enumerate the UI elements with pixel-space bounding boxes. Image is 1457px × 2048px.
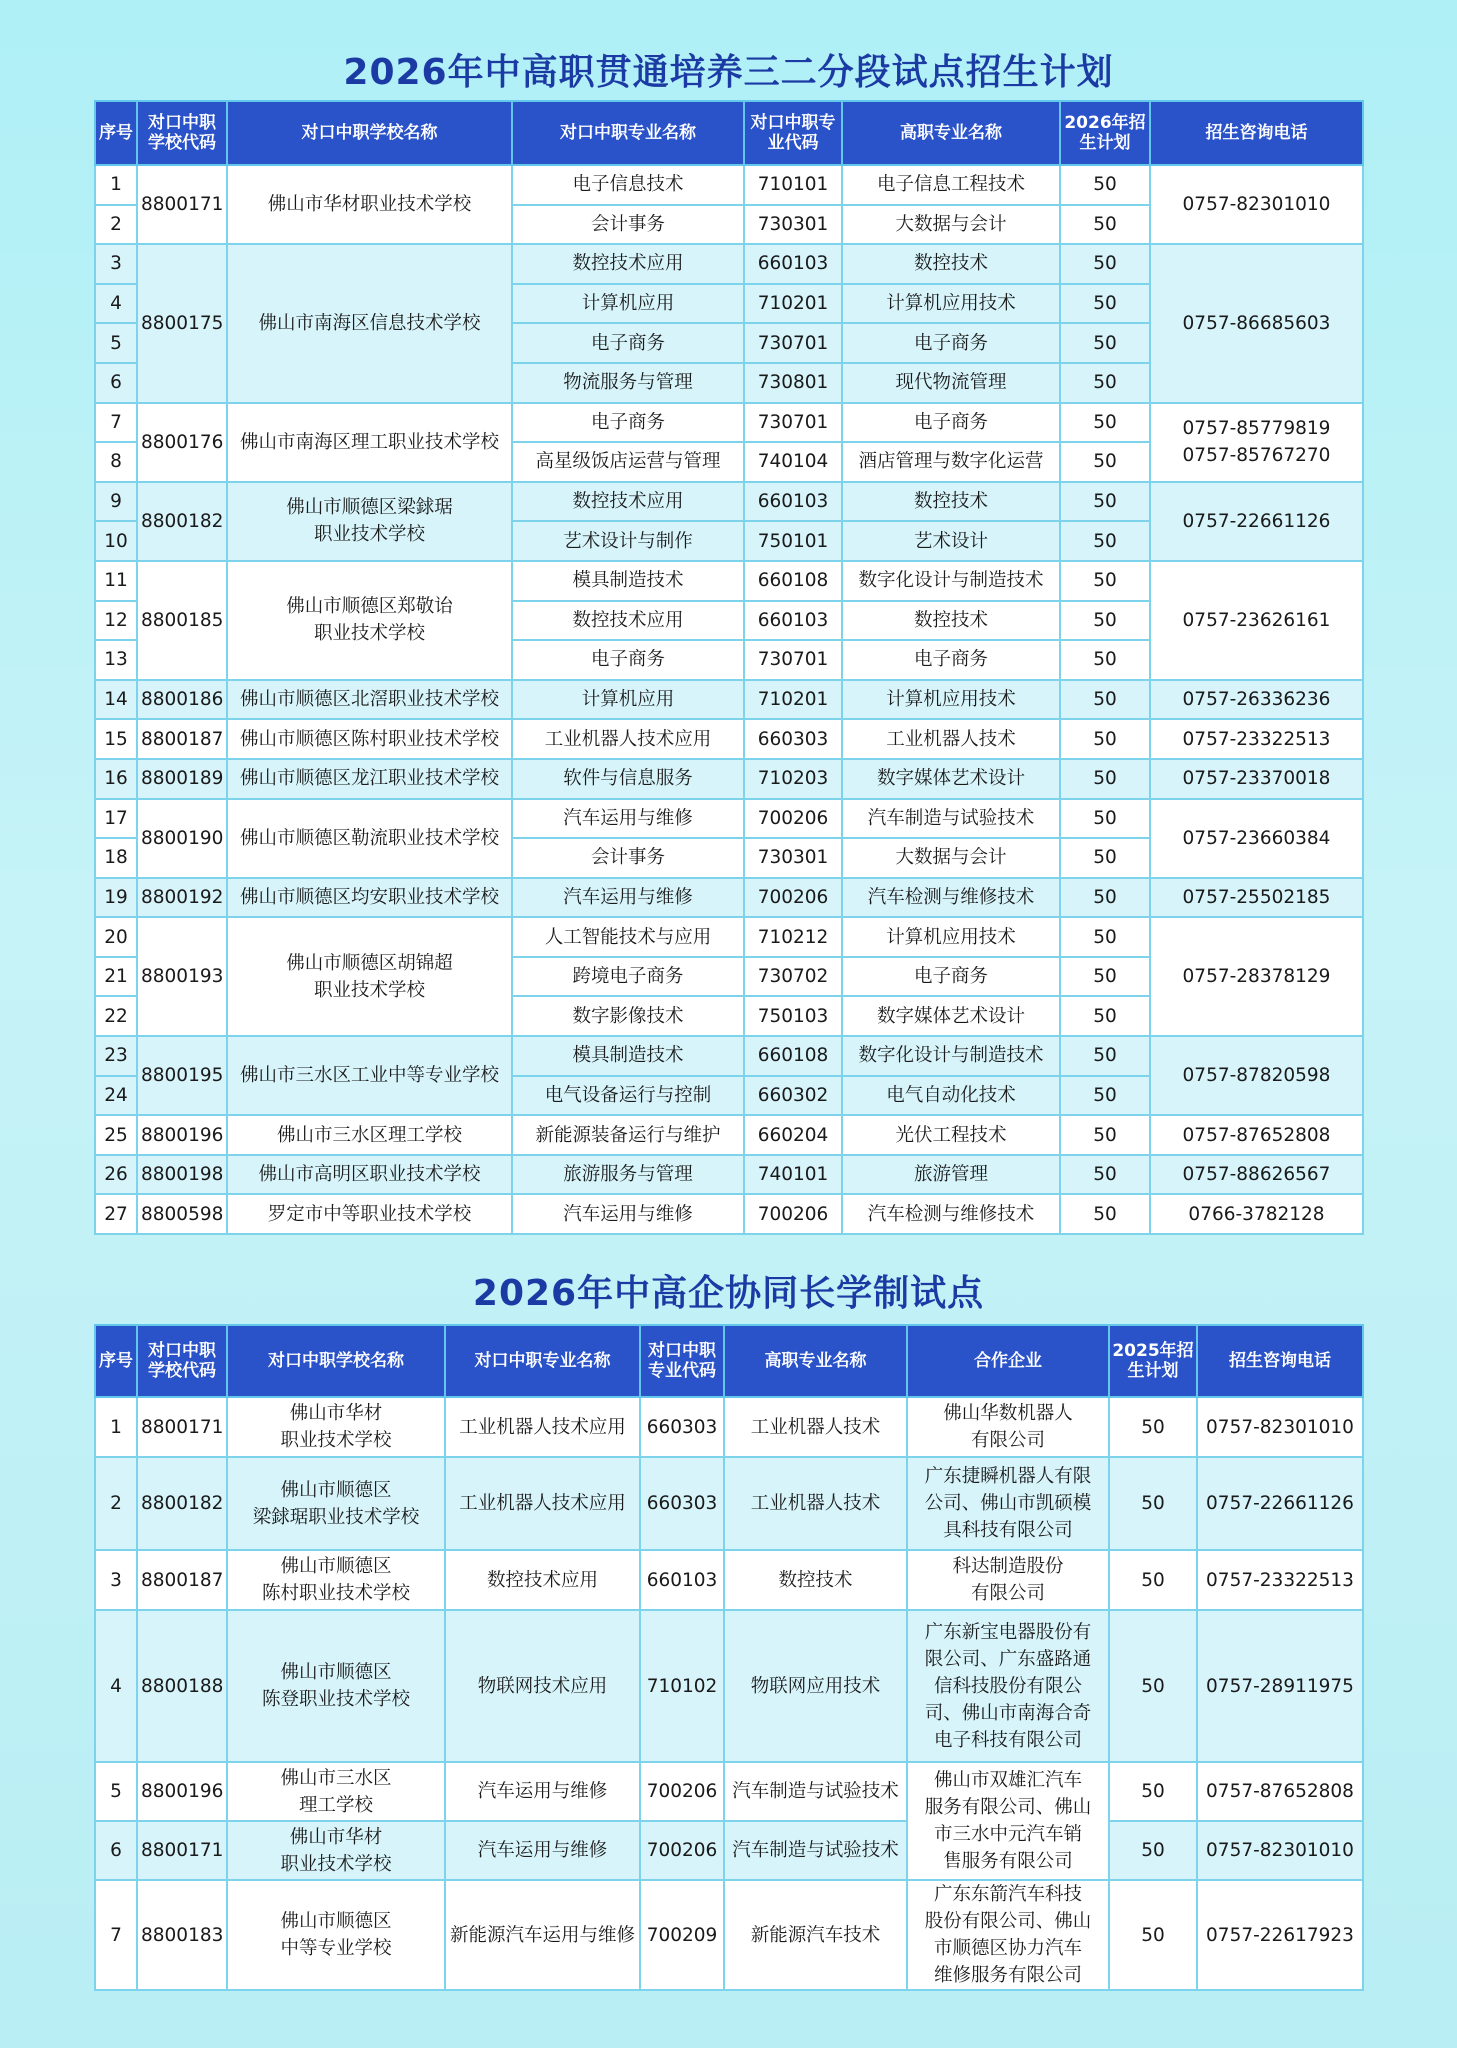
- school-name: 佛山市高明区职业技术学校: [227, 1155, 512, 1195]
- header-school-name: 对口中职学校名称: [227, 101, 512, 165]
- enrollment-plan: 50: [1109, 1397, 1197, 1457]
- enrollment-plan: 50: [1109, 1880, 1197, 1990]
- major-name: 跨境电子商务: [512, 957, 744, 997]
- school-name: 佛山市顺德区龙江职业技术学校: [227, 759, 512, 799]
- school-name: 佛山市顺德区陈村职业技术学校: [227, 719, 512, 759]
- higher-major-name: 数控技术: [842, 244, 1060, 284]
- row-number: 3: [95, 244, 137, 284]
- table-body: [95, 1397, 1363, 1990]
- higher-major-name: 计算机应用技术: [842, 680, 1060, 720]
- major-code: 740101: [744, 1155, 842, 1195]
- header-no: 序号: [95, 1325, 137, 1397]
- major-name: 新能源汽车运用与维修: [445, 1880, 640, 1990]
- school-name: 佛山市顺德区北滘职业技术学校: [227, 680, 512, 720]
- row-number: 26: [95, 1155, 137, 1195]
- header-major-code: 对口中职专业代码: [640, 1325, 724, 1397]
- enrollment-plan: 50: [1060, 403, 1150, 443]
- major-code: 660303: [744, 719, 842, 759]
- enrollment-plan: 50: [1060, 521, 1150, 561]
- contact-phone: 0757-87652808: [1197, 1762, 1363, 1821]
- enrollment-plan: 50: [1060, 205, 1150, 245]
- row-number: 15: [95, 719, 137, 759]
- table-row: [95, 759, 1363, 799]
- major-name: 数控技术应用: [512, 244, 744, 284]
- higher-major-name: 数控技术: [842, 601, 1060, 641]
- school-code: 8800171: [137, 1821, 227, 1880]
- school-code: 8800188: [137, 1610, 227, 1762]
- higher-major-name: 现代物流管理: [842, 363, 1060, 403]
- major-name: 物流服务与管理: [512, 363, 744, 403]
- enrollment-plan-table: [94, 100, 1364, 1235]
- enrollment-plan: 50: [1060, 165, 1150, 205]
- higher-major-name: 工业机器人技术: [724, 1457, 907, 1550]
- major-code: 730701: [744, 323, 842, 363]
- major-name: 人工智能技术与应用: [512, 917, 744, 957]
- contact-phone: 0757-88626567: [1150, 1155, 1363, 1195]
- table-row: [95, 1155, 1363, 1195]
- enrollment-plan: 50: [1060, 482, 1150, 522]
- row-number: 19: [95, 878, 137, 918]
- major-name: 数控技术应用: [512, 601, 744, 641]
- table-row: [95, 244, 1363, 284]
- major-code: 660108: [744, 1036, 842, 1076]
- contact-phone: 0766-3782128: [1150, 1194, 1363, 1234]
- major-code: 660302: [744, 1076, 842, 1116]
- major-name: 汽车运用与维修: [512, 799, 744, 839]
- table-header-row: [95, 1325, 1363, 1397]
- contact-phone: 0757-25502185: [1150, 878, 1363, 918]
- major-code: 710201: [744, 680, 842, 720]
- header-school-name: 对口中职学校名称: [227, 1325, 445, 1397]
- contact-phone: 0757-26336236: [1150, 680, 1363, 720]
- school-name: 佛山市三水区理工学校: [227, 1115, 512, 1155]
- major-name: 软件与信息服务: [512, 759, 744, 799]
- school-code: 8800196: [137, 1762, 227, 1821]
- school-code: 8800189: [137, 759, 227, 799]
- higher-major-name: 工业机器人技术: [842, 719, 1060, 759]
- major-name: 电子商务: [512, 640, 744, 680]
- major-name: 工业机器人技术应用: [445, 1397, 640, 1457]
- enrollment-plan: 50: [1109, 1457, 1197, 1550]
- major-name: 高星级饭店运营与管理: [512, 442, 744, 482]
- major-name: 物联网技术应用: [445, 1610, 640, 1762]
- row-number: 8: [95, 442, 137, 482]
- major-code: 710201: [744, 284, 842, 324]
- major-code: 740104: [744, 442, 842, 482]
- enrollment-plan: 50: [1060, 878, 1150, 918]
- table-row: [95, 165, 1363, 205]
- enrollment-plan: 50: [1060, 1076, 1150, 1116]
- enrollment-plan: 50: [1109, 1550, 1197, 1610]
- major-name: 汽车运用与维修: [445, 1821, 640, 1880]
- partner-company: 佛山市双雄汇汽车 服务有限公司、佛山 市三水中元汽车销 售服务有限公司: [907, 1762, 1109, 1880]
- row-number: 1: [95, 165, 137, 205]
- enrollment-plan: 50: [1060, 719, 1150, 759]
- contact-phone: 0757-23370018: [1150, 759, 1363, 799]
- school-code: 8800195: [137, 1036, 227, 1115]
- header-company: 合作企业: [907, 1325, 1109, 1397]
- school-code: 8800193: [137, 917, 227, 1036]
- major-name: 电子商务: [512, 403, 744, 443]
- major-code: 730301: [744, 838, 842, 878]
- higher-major-name: 酒店管理与数字化运营: [842, 442, 1060, 482]
- major-code: 660103: [640, 1550, 724, 1610]
- contact-phone: 0757-23660384: [1150, 799, 1363, 878]
- major-name: 计算机应用: [512, 284, 744, 324]
- school-code: 8800185: [137, 561, 227, 680]
- school-code: 8800598: [137, 1194, 227, 1234]
- major-code: 730301: [744, 205, 842, 245]
- header-major-name: 对口中职专业名称: [512, 101, 744, 165]
- header-phone: 招生咨询电话: [1197, 1325, 1363, 1397]
- row-number: 5: [95, 323, 137, 363]
- school-name: 佛山市华材职业技术学校: [227, 165, 512, 244]
- header-school-code: 对口中职学校代码: [137, 1325, 227, 1397]
- school-code: 8800171: [137, 1397, 227, 1457]
- row-number: 9: [95, 482, 137, 522]
- major-name: 工业机器人技术应用: [445, 1457, 640, 1550]
- school-code: 8800190: [137, 799, 227, 878]
- contact-phone: 0757-87652808: [1150, 1115, 1363, 1155]
- major-code: 730701: [744, 403, 842, 443]
- row-number: 7: [95, 1880, 137, 1990]
- table-row: [95, 1821, 1363, 1880]
- major-name: 汽车运用与维修: [445, 1762, 640, 1821]
- table-row: [95, 680, 1363, 720]
- higher-major-name: 电子商务: [842, 640, 1060, 680]
- row-number: 18: [95, 838, 137, 878]
- page-title-2: 2026年中高企协同长学制试点: [472, 1273, 985, 1314]
- higher-major-name: 电子商务: [842, 957, 1060, 997]
- contact-phone: 0757-82301010: [1150, 165, 1363, 244]
- higher-major-name: 大数据与会计: [842, 205, 1060, 245]
- contact-phone: 0757-85779819 0757-85767270: [1150, 403, 1363, 482]
- enrollment-plan: 50: [1060, 799, 1150, 839]
- enrollment-plan: 50: [1060, 640, 1150, 680]
- major-code: 700206: [744, 878, 842, 918]
- contact-phone: 0757-23322513: [1197, 1550, 1363, 1610]
- major-code: 700209: [640, 1880, 724, 1990]
- major-code: 730702: [744, 957, 842, 997]
- header-plan: 2026年招生计划: [1060, 101, 1150, 165]
- major-code: 710212: [744, 917, 842, 957]
- row-number: 1: [95, 1397, 137, 1457]
- major-name: 会计事务: [512, 838, 744, 878]
- major-code: 700206: [640, 1762, 724, 1821]
- table-row: [95, 1550, 1363, 1610]
- row-number: 23: [95, 1036, 137, 1076]
- header-higher-major: 高职专业名称: [842, 101, 1060, 165]
- school-code: 8800183: [137, 1880, 227, 1990]
- enrollment-plan: 50: [1109, 1821, 1197, 1880]
- higher-major-name: 大数据与会计: [842, 838, 1060, 878]
- row-number: 6: [95, 1821, 137, 1880]
- higher-major-name: 艺术设计: [842, 521, 1060, 561]
- school-name: 佛山市顺德区 中等专业学校: [227, 1880, 445, 1990]
- row-number: 2: [95, 1457, 137, 1550]
- higher-major-name: 电子商务: [842, 323, 1060, 363]
- higher-major-name: 计算机应用技术: [842, 284, 1060, 324]
- higher-major-name: 汽车检测与维修技术: [842, 1194, 1060, 1234]
- table-row: [95, 1762, 1363, 1821]
- school-name: 佛山市顺德区均安职业技术学校: [227, 878, 512, 918]
- major-code: 700206: [640, 1821, 724, 1880]
- row-number: 21: [95, 957, 137, 997]
- row-number: 5: [95, 1762, 137, 1821]
- major-code: 660103: [744, 601, 842, 641]
- school-name: 佛山市顺德区郑敬诒 职业技术学校: [227, 561, 512, 680]
- contact-phone: 0757-82301010: [1197, 1821, 1363, 1880]
- school-name: 佛山市华材 职业技术学校: [227, 1821, 445, 1880]
- table-row: [95, 1610, 1363, 1762]
- major-name: 艺术设计与制作: [512, 521, 744, 561]
- major-code: 660204: [744, 1115, 842, 1155]
- enrollment-plan: 50: [1060, 601, 1150, 641]
- partner-company: 广东捷瞬机器人有限 公司、佛山市凯硕模 具科技有限公司: [907, 1457, 1109, 1550]
- major-code: 730801: [744, 363, 842, 403]
- school-name: 佛山市顺德区勒流职业技术学校: [227, 799, 512, 878]
- row-number: 17: [95, 799, 137, 839]
- table-row: [95, 403, 1363, 443]
- enrollment-plan: 50: [1060, 561, 1150, 601]
- school-name: 佛山市三水区工业中等专业学校: [227, 1036, 512, 1115]
- partner-company: 广东新宝电器股份有 限公司、广东盛路通 信科技股份有限公 司、佛山市南海合奇 电子科技有限公司: [907, 1610, 1109, 1762]
- school-name: 佛山市华材 职业技术学校: [227, 1397, 445, 1457]
- school-name: 佛山市顺德区 陈登职业技术学校: [227, 1610, 445, 1762]
- school-name: 佛山市南海区理工职业技术学校: [227, 403, 512, 482]
- major-name: 计算机应用: [512, 680, 744, 720]
- higher-major-name: 新能源汽车技术: [724, 1880, 907, 1990]
- major-code: 750103: [744, 996, 842, 1036]
- major-code: 710102: [640, 1610, 724, 1762]
- school-code: 8800182: [137, 1457, 227, 1550]
- enrollment-plan: 50: [1109, 1762, 1197, 1821]
- enrollment-plan: 50: [1060, 1155, 1150, 1195]
- table-row: [95, 917, 1363, 957]
- major-name: 会计事务: [512, 205, 744, 245]
- school-code: 8800187: [137, 719, 227, 759]
- higher-major-name: 汽车制造与试验技术: [724, 1762, 907, 1821]
- table-row: [95, 1457, 1363, 1550]
- enrollment-plan: 50: [1060, 996, 1150, 1036]
- enrollment-plan: 50: [1060, 838, 1150, 878]
- school-code: 8800176: [137, 403, 227, 482]
- higher-major-name: 电子商务: [842, 403, 1060, 443]
- contact-phone: 0757-87820598: [1150, 1036, 1363, 1115]
- row-number: 6: [95, 363, 137, 403]
- major-code: 750101: [744, 521, 842, 561]
- major-name: 旅游服务与管理: [512, 1155, 744, 1195]
- row-number: 4: [95, 1610, 137, 1762]
- row-number: 24: [95, 1076, 137, 1116]
- school-code: 8800187: [137, 1550, 227, 1610]
- row-number: 16: [95, 759, 137, 799]
- enrollment-plan: 50: [1060, 1036, 1150, 1076]
- school-name: 佛山市顺德区 梁銶琚职业技术学校: [227, 1457, 445, 1550]
- higher-major-name: 数控技术: [842, 482, 1060, 522]
- enrollment-plan: 50: [1109, 1610, 1197, 1762]
- contact-phone: 0757-86685603: [1150, 244, 1363, 402]
- higher-major-name: 数字化设计与制造技术: [842, 1036, 1060, 1076]
- row-number: 2: [95, 205, 137, 245]
- row-number: 11: [95, 561, 137, 601]
- table-body: [95, 165, 1363, 1234]
- higher-major-name: 数字媒体艺术设计: [842, 759, 1060, 799]
- higher-major-name: 光伏工程技术: [842, 1115, 1060, 1155]
- major-name: 汽车运用与维修: [512, 878, 744, 918]
- table-row: [95, 561, 1363, 601]
- major-code: 660108: [744, 561, 842, 601]
- higher-major-name: 电气自动化技术: [842, 1076, 1060, 1116]
- higher-major-name: 数控技术: [724, 1550, 907, 1610]
- header-phone: 招生咨询电话: [1150, 101, 1363, 165]
- higher-major-name: 计算机应用技术: [842, 917, 1060, 957]
- higher-major-name: 工业机器人技术: [724, 1397, 907, 1457]
- school-code: 8800182: [137, 482, 227, 561]
- major-code: 660303: [640, 1397, 724, 1457]
- enrollment-plan: 50: [1060, 244, 1150, 284]
- enrollment-plan: 50: [1060, 680, 1150, 720]
- table-row: [95, 799, 1363, 839]
- enrollment-plan: 50: [1060, 442, 1150, 482]
- major-name: 数控技术应用: [445, 1550, 640, 1610]
- higher-major-name: 电子信息工程技术: [842, 165, 1060, 205]
- major-code: 730701: [744, 640, 842, 680]
- school-name: 佛山市顺德区梁銶琚 职业技术学校: [227, 482, 512, 561]
- major-code: 700206: [744, 799, 842, 839]
- table-header-row: [95, 101, 1363, 165]
- major-code: 660303: [640, 1457, 724, 1550]
- cooperation-pilot-table: [94, 1324, 1364, 1991]
- school-code: 8800198: [137, 1155, 227, 1195]
- table-row: [95, 719, 1363, 759]
- major-name: 电子商务: [512, 323, 744, 363]
- enrollment-plan: 50: [1060, 323, 1150, 363]
- school-name: 佛山市南海区信息技术学校: [227, 244, 512, 402]
- school-name: 佛山市顺德区胡锦超 职业技术学校: [227, 917, 512, 1036]
- higher-major-name: 汽车制造与试验技术: [842, 799, 1060, 839]
- row-number: 4: [95, 284, 137, 324]
- partner-company: 科达制造股份 有限公司: [907, 1550, 1109, 1610]
- enrollment-plan: 50: [1060, 759, 1150, 799]
- major-code: 710101: [744, 165, 842, 205]
- header-school-code: 对口中职学校代码: [137, 101, 227, 165]
- contact-phone: 0757-28378129: [1150, 917, 1363, 1036]
- row-number: 7: [95, 403, 137, 443]
- table-row: [95, 1880, 1363, 1990]
- row-number: 3: [95, 1550, 137, 1610]
- school-code: 8800175: [137, 244, 227, 402]
- contact-phone: 0757-82301010: [1197, 1397, 1363, 1457]
- school-code: 8800171: [137, 165, 227, 244]
- enrollment-plan: 50: [1060, 1194, 1150, 1234]
- school-code: 8800196: [137, 1115, 227, 1155]
- contact-phone: 0757-28911975: [1197, 1610, 1363, 1762]
- higher-major-name: 数字媒体艺术设计: [842, 996, 1060, 1036]
- major-code: 660103: [744, 482, 842, 522]
- higher-major-name: 物联网应用技术: [724, 1610, 907, 1762]
- contact-phone: 0757-22661126: [1150, 482, 1363, 561]
- higher-major-name: 汽车检测与维修技术: [842, 878, 1060, 918]
- table-row: [95, 1194, 1363, 1234]
- higher-major-name: 汽车制造与试验技术: [724, 1821, 907, 1880]
- partner-company: 广东东箭汽车科技 股份有限公司、佛山 市顺德区协力汽车 维修服务有限公司: [907, 1880, 1109, 1990]
- row-number: 13: [95, 640, 137, 680]
- major-name: 汽车运用与维修: [512, 1194, 744, 1234]
- major-name: 新能源装备运行与维护: [512, 1115, 744, 1155]
- major-name: 电气设备运行与控制: [512, 1076, 744, 1116]
- major-code: 660103: [744, 244, 842, 284]
- row-number: 22: [95, 996, 137, 1036]
- major-name: 电子信息技术: [512, 165, 744, 205]
- enrollment-plan: 50: [1060, 957, 1150, 997]
- major-name: 模具制造技术: [512, 561, 744, 601]
- contact-phone: 0757-22661126: [1197, 1457, 1363, 1550]
- header-higher-major: 高职专业名称: [724, 1325, 907, 1397]
- higher-major-name: 数字化设计与制造技术: [842, 561, 1060, 601]
- major-name: 模具制造技术: [512, 1036, 744, 1076]
- table-row: [95, 1397, 1363, 1457]
- higher-major-name: 旅游管理: [842, 1155, 1060, 1195]
- row-number: 12: [95, 601, 137, 641]
- header-no: 序号: [95, 101, 137, 165]
- school-name: 佛山市三水区 理工学校: [227, 1762, 445, 1821]
- row-number: 25: [95, 1115, 137, 1155]
- enrollment-plan: 50: [1060, 363, 1150, 403]
- enrollment-plan: 50: [1060, 1115, 1150, 1155]
- school-code: 8800186: [137, 680, 227, 720]
- header-major-code: 对口中职专业代码: [744, 101, 842, 165]
- contact-phone: 0757-23626161: [1150, 561, 1363, 680]
- school-code: 8800192: [137, 878, 227, 918]
- partner-company: 佛山华数机器人 有限公司: [907, 1397, 1109, 1457]
- contact-phone: 0757-22617923: [1197, 1880, 1363, 1990]
- major-name: 工业机器人技术应用: [512, 719, 744, 759]
- table-row: [95, 1036, 1363, 1076]
- page-title-1: 2026年中高职贯通培养三二分段试点招生计划: [343, 52, 1114, 93]
- contact-phone: 0757-23322513: [1150, 719, 1363, 759]
- row-number: 27: [95, 1194, 137, 1234]
- school-name: 佛山市顺德区 陈村职业技术学校: [227, 1550, 445, 1610]
- enrollment-plan: 50: [1060, 917, 1150, 957]
- major-code: 710203: [744, 759, 842, 799]
- row-number: 10: [95, 521, 137, 561]
- major-code: 700206: [744, 1194, 842, 1234]
- row-number: 14: [95, 680, 137, 720]
- major-name: 数字影像技术: [512, 996, 744, 1036]
- header-plan: 2025年招生计划: [1109, 1325, 1197, 1397]
- school-name: 罗定市中等职业技术学校: [227, 1194, 512, 1234]
- table-row: [95, 878, 1363, 918]
- enrollment-plan: 50: [1060, 284, 1150, 324]
- table-row: [95, 482, 1363, 522]
- table-row: [95, 1115, 1363, 1155]
- major-name: 数控技术应用: [512, 482, 744, 522]
- header-major-name: 对口中职专业名称: [445, 1325, 640, 1397]
- row-number: 20: [95, 917, 137, 957]
